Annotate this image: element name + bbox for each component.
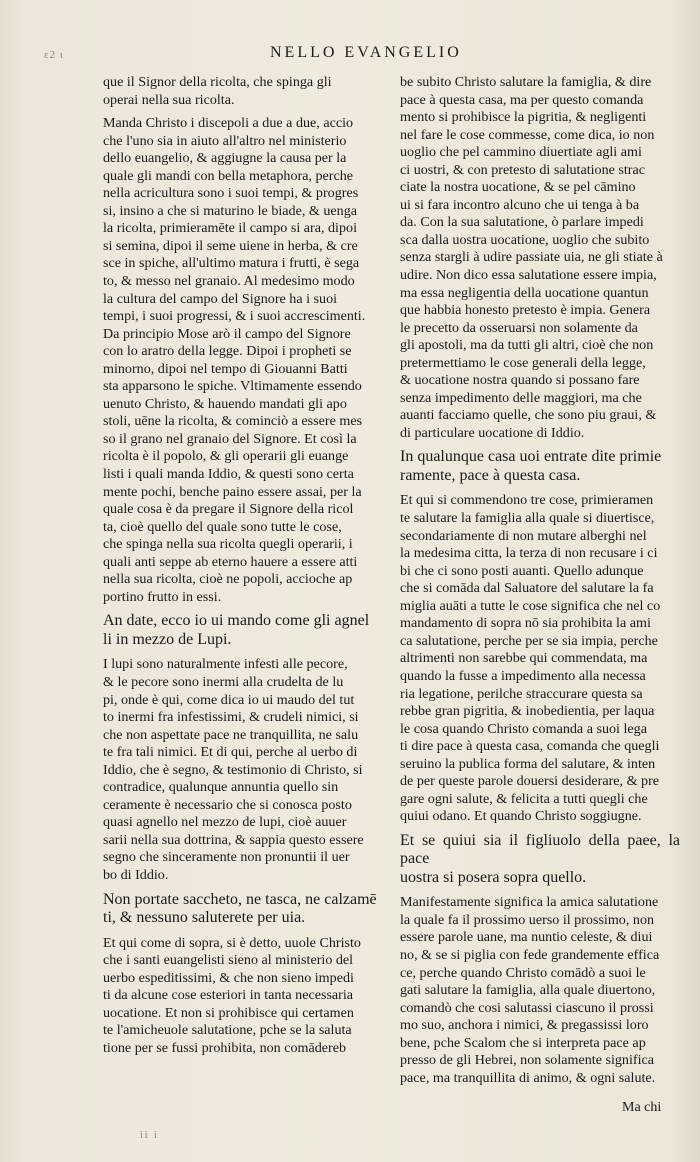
- gospel-verse: Non portate saccheto, ne tasca, ne calzamē ti, & nessuno saluterete per uia.: [103, 890, 377, 927]
- gospel-verse: Et se quiui sia il figliuolo della paee, la pace uostra si posera sopra quello.: [400, 831, 680, 886]
- commentary-paragraph: Et qui si commendono tre cose, primieramen te salutare la famiglia alla quale si diuertisce, secondariamente di non mutare alberghi nel la medesima citta, la terza di non recusare i ci bi che ci sono posti auanti. Quello adunque che si comāda dal Saluatore del salutare la fa miglia auāti a tutte le cose significa che nel co mandamento di sopra nō sia prohibita la ami ca salutatione, perche per se sia impia, perche altrimenti non sarebbe qui commendata, ma quando la fusse a impedimento alla necessa ria legatione, perilche straccurare questa sa rebbe gran pigritia, & inobedientia, per laqua le cosa quando Christo comanda a suoi lega ti dire pace à questa casa, comanda che quegli seruino la publica forma del salutare, & inten de per queste parole douersi desiderare, & pre gare ogni salute, & felicita a tutti quegli che quiui odano. Et quando Christo soggiugne.: [400, 492, 661, 825]
- running-title: NELLO EVANGELIO: [270, 44, 462, 61]
- left-text-column: [103, 74, 390, 1063]
- commentary-paragraph: I lupi sono naturalmente infesti alle pecore, & le pecore sono inermi alla crudelta de lu pi, onde è qui, come dica io ui maudo del tut to inermi fra infestissimi, & crudeli nimici, si che non aspettate pace ne tranquillita, ne salu te fra tali nimici. Et di qui, perche al uerbo di Iddio, che è segno, & testimonio di Christo, si contradice, qualunque annuntia quello sin ceramente è necessario che si conosca posto quasi agnello nel mezzo de lupi, cioè auuer sarii nella sua dottrina, & sappia questo essere segno che sinceramente non pronuntii il uer bo di Iddio.: [103, 656, 364, 883]
- gospel-verse: An date, ecco io ui mando come gli agnel li in mezzo de Lupi.: [103, 612, 370, 648]
- folio-number: ε2 ι: [44, 49, 64, 61]
- commentary-paragraph: be subito Christo salutare la famiglia, & dire pace à questa casa, ma per questo comanda mento si prohibisce la pigritia, & negligenti nel fare le cose commesse, come dica, io non uoglio che pel cammino diuertiate agli ami ci uostri, & con pretesto di salutatione strac ciate la nostra uocatione, & se pel cāmino ui si fara incontro alcuno che ui tenga à ba da. Con la sua salutatione, ò parlare impedi sca dalla uostra uocatione, uoglio che subito senza stargli à udire passiate uia, ne gli stiate à udire. Non dico essa salutatione essere impia, ma essa negligentia della uocatione quantun que habbia honesto pretesto è impia. Genera le precetto da osseruarsi non solamente da gli apostoli, ma da tutti gli altri, cioè che non pretermettiamo le cose generali della legge, & uocatione nostra quando si possano fare senza impedimento delle maggiori, ma che auanti facciamo quelle, che sono piu graui, & di particulare uocatione di Iddio.: [400, 74, 663, 441]
- commentary-paragraph: Manifestamente significa la amica salutatione la quale fa il prossimo uerso il prossimo, non essere parole uane, ma nuntio celeste, & diui no, & se si piglia con fede grandemente effica ce, perche quando Christo comādò a suoi le gati salutare la famiglia, alla quale diuertono, comandò che cosi salutassi ciascuno il prossi mo suo, anchora i nimici, & pregassissi loro bene, pche Scalom che si interpreta pace ap presso de gli Hebrei, non solamente significa pace, ma tranquillita di animo, & ogni salute.: [400, 894, 660, 1086]
- commentary-paragraph: Manda Christo i discepoli a due a due, accio che l'uno sia in aiuto all'altro nel ministerio dello euangelio, & aggiugne la causa per la quale gli mandi con bella metaphora, perche nella acricultura sono i suoi tempi, & progres si, insino a che si maturino le biade, & uenga la ricolta, primieramēte il campo si ara, dipoi si semina, dipoi il seme uiene in herba, & cre sce in spiche, all'ultimo matura i frutti, è sega to, & messo nel granaio. Al medesimo modo la cultura del campo del Signore ha i suoi tempi, i suoi progressi, & i suoi accrescimenti. Da principio Mose arò il campo del Signore con lo aratro della legge. Dipoi i propheti se minorno, dipoi nel tempo di Giouanni Batti sta apparsono le spiche. Vltimamente essendo uenuto Christo, & hauendo mandati gli apo stoli, uēne la ricolta, & cominciò a essere mes so il grano nel granaio del Signore. Et così la ricolta è il popolo, & gli operarii gli euange listi i quali manda Iddio, & questi sono certa mente pochi, benche paino essere assai, per la quale cosa è da pregare il Signore della ricol ta, cioè quello del quale sono tutte le cose, che spinga nella sua ricolta quegli operarii, i quali anti seppe ab eterno hauere a essere atti nella sua ricolta, cioè ne popoli, accioche ap portino frutto in essi.: [103, 115, 366, 605]
- commentary-paragraph: Et qui come di sopra, si è detto, uuole Christo che i santi euangelisti sieno al ministerio del uerbo espeditissimi, & che non sieno impedi ti da alcune cose esteriori in tanta necessaria uocatione. Et non si prohibisce qui certamen te l'amicheuole salutatione, pche se la saluta tione per se fussi prohibita, non comādereb: [103, 934, 361, 1056]
- right-text-column: [400, 74, 680, 1093]
- commentary-paragraph: que il Signor della ricolta, che spinga gli operai nella sua ricolta.: [103, 74, 332, 108]
- catchword: Ma chi: [622, 1100, 662, 1115]
- signature-mark: ii i: [140, 1130, 159, 1141]
- gospel-verse: In qualunque casa uoi entrate dite primie ramente, pace à questa casa.: [400, 448, 662, 484]
